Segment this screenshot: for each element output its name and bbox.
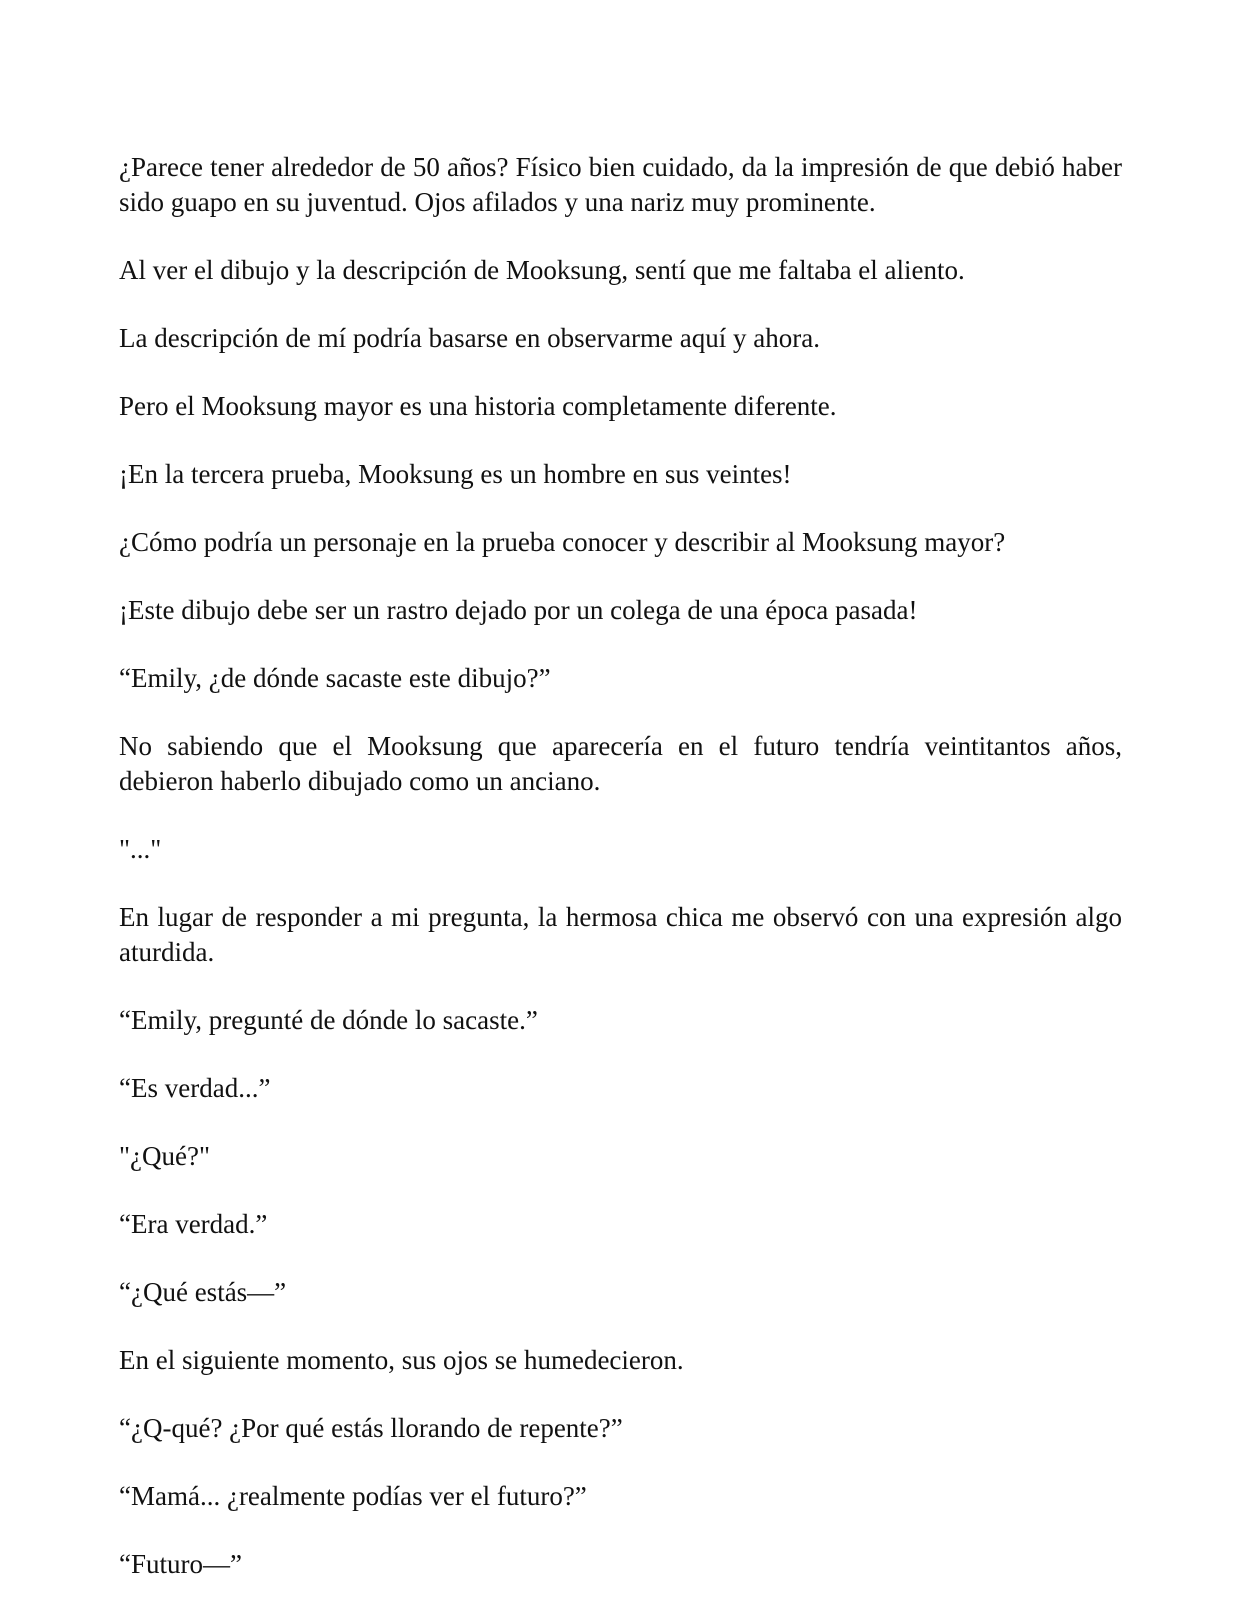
paragraph-4: Pero el Mooksung mayor es una historia completamente diferente. — [119, 391, 837, 421]
paragraph-9: No sabiendo que el Mooksung que aparecería en el futuro tendría veintitantos años, debieron haberlo dibujado como un anciano. — [119, 731, 1122, 796]
paragraph-5: ¡En la tercera prueba, Mooksung es un hombre en sus veintes! — [119, 459, 792, 489]
paragraph-19: “Mamá... ¿realmente podías ver el futuro?” — [119, 1481, 587, 1511]
paragraph-8: “Emily, ¿de dónde sacaste este dibujo?” — [119, 663, 551, 693]
paragraph-1: ¿Parece tener alrededor de 50 años? Físico bien cuidado, da la impresión de que debió haber sido guapo en su juventud. Ojos afilados y una nariz muy prominente. — [119, 152, 1122, 217]
paragraph-11: En lugar de responder a mi pregunta, la hermosa chica me observó con una expresión algo aturdida. — [119, 902, 1122, 967]
paragraph-17: En el siguiente momento, sus ojos se humedecieron. — [119, 1345, 684, 1375]
paragraph-3: La descripción de mí podría basarse en observarme aquí y ahora. — [119, 323, 820, 353]
paragraph-10: "..." — [119, 834, 162, 864]
paragraph-20: “Futuro—” — [119, 1549, 242, 1579]
paragraph-2: Al ver el dibujo y la descripción de Mooksung, sentí que me faltaba el aliento. — [119, 255, 965, 285]
paragraph-15: “Era verdad.” — [119, 1209, 268, 1239]
paragraph-18: “¿Q-qué? ¿Por qué estás llorando de repente?” — [119, 1413, 623, 1443]
paragraph-6: ¿Cómo podría un personaje en la prueba conocer y describir al Mooksung mayor? — [119, 527, 1006, 557]
document-page — [119, 150, 1122, 1615]
paragraph-14: "¿Qué?" — [119, 1141, 210, 1171]
paragraph-13: “Es verdad...” — [119, 1073, 271, 1103]
paragraph-12: “Emily, pregunté de dónde lo sacaste.” — [119, 1005, 538, 1035]
paragraph-7: ¡Este dibujo debe ser un rastro dejado por un colega de una época pasada! — [119, 595, 918, 625]
paragraph-16: “¿Qué estás—” — [119, 1277, 287, 1307]
